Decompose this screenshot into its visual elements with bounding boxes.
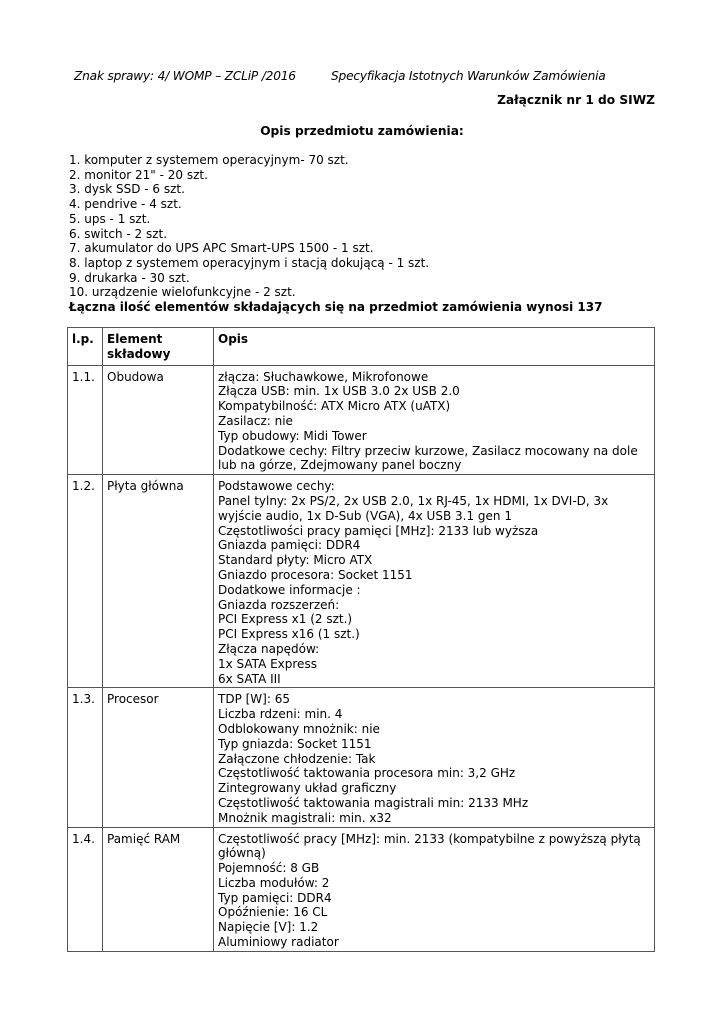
opis-line: Liczba rdzeni: min. 4 [218,707,343,722]
list-item: 1. komputer z systemem operacyjnym- 70 szt. [69,153,349,167]
opis-line: Pojemność: 8 GB [218,861,320,876]
list-item: 7. akumulator do UPS APC Smart-UPS 1500 - 1 szt. [69,241,374,256]
order-items-list [69,153,602,315]
opis-line: Panel tylny: 2x PS/2, 2x USB 2.0, 1x RJ-45, 1x HDMI, 1x DVI-D, 3x wyjście audio, 1x D-Sub (VGA), 4x USB 3.1 gen 1 [218,493,609,523]
opis-line: 1x SATA Express [218,656,317,671]
table-header-row [68,328,655,366]
row-lp: 1.3. [68,688,103,827]
document-title: Specyfikacja Istotnych Warunków Zamówienia [331,69,606,83]
opis-line: Standard płyty: Micro ATX [218,553,373,568]
list-item: 9. drukarka - 30 szt. [69,270,190,285]
list-item: 6. switch - 2 szt. [69,226,168,241]
row-opis [214,827,655,951]
row-opis [214,475,655,688]
opis-line: Napięcie [V]: 1.2 [218,920,319,935]
opis-line: Mnożnik magistrali: min. x32 [218,810,392,825]
opis-line: Dodatkowe cechy: Filtry przeciw kurzowe, Zasilacz mocowany na dole lub na górze, Zdejmowany panel boczny [218,443,638,473]
row-opis [214,688,655,827]
total-count: Łączna ilość elementów składających się na przedmiot zamówienia wynosi 137 [69,300,603,315]
row-element: Płyta główna [103,475,214,688]
opis-line: Złącza napędów: [218,641,320,656]
table-row [68,827,655,951]
list-item: 10. urządzenie wielofunkcyjne - 2 szt. [69,285,296,300]
opis-line: Podstawowe cechy: [218,479,335,494]
opis-line: Zasilacz: nie [218,413,293,428]
table-row [68,688,655,827]
opis-line: Kompatybilność: ATX Micro ATX (uATX) [218,399,451,414]
list-item: 8. laptop z systemem operacyjnym i stacją dokującą - 1 szt. [69,255,430,270]
opis-line: Liczba modułów: 2 [218,875,330,890]
opis-line: PCI Express x16 (1 szt.) [218,627,360,642]
row-lp: 1.4. [68,827,103,951]
specification-table [67,327,655,952]
row-element: Procesor [103,688,214,827]
opis-line: Typ obudowy: Midi Tower [218,428,367,443]
opis-line: Częstotliwość taktowania procesora min: 3,2 GHz [218,766,516,781]
list-item: 2. monitor 21" - 20 szt. [69,167,208,182]
opis-line: Gniazda pamięci: DDR4 [218,538,361,553]
opis-line: Typ pamięci: DDR4 [218,890,332,905]
opis-line: Aluminiowy radiator [218,935,339,950]
opis-line: Złącza USB: min. 1x USB 3.0 2x USB 2.0 [218,384,460,399]
row-lp: 1.2. [68,475,103,688]
header-element: Element składowy [103,328,214,366]
list-item: 5. ups - 1 szt. [69,211,151,226]
opis-line: Typ gniazda: Socket 1151 [218,736,372,751]
header-opis: Opis [214,328,655,366]
table-row [68,475,655,688]
header-lp: l.p. [68,328,103,366]
opis-line: Dodatkowe informacje : [218,582,361,597]
opis-line: Załączone chłodzenie: Tak [218,751,376,766]
opis-line: złącza: Słuchawkowe, Mikrofonowe [218,369,429,384]
opis-line: PCI Express x1 (2 szt.) [218,612,353,627]
row-element: Obudowa [103,365,214,475]
opis-line: TDP [W]: 65 [218,692,290,707]
row-element: Pamięć RAM [103,827,214,951]
section-title: Opis przedmiotu zamówienia: [260,124,464,138]
opis-line: Gniazda rozszerzeń: [218,597,340,612]
opis-line: Częstotliwości pracy pamięci [MHz]: 2133 lub wyższa [218,523,539,538]
row-lp: 1.1. [68,365,103,475]
row-opis [214,365,655,475]
opis-line: 6x SATA III [218,671,281,686]
case-reference: Znak sprawy: 4/ WOMP – ZCLiP /2016 [74,69,296,83]
opis-line: Częstotliwość taktowania magistrali min: 2133 MHz [218,795,529,810]
list-item: 4. pendrive - 4 szt. [69,197,182,212]
table-row [68,365,655,475]
opis-line: Częstotliwość pracy [MHz]: min. 2133 (kompatybilne z powyższą płytą główną) [218,831,641,861]
opis-line: Odblokowany mnożnik: nie [218,721,380,736]
annex-label: Załącznik nr 1 do SIWZ [497,93,655,107]
list-item: 3. dysk SSD - 6 szt. [69,182,185,197]
opis-line: Opóźnienie: 16 CL [218,905,328,920]
opis-line: Gniazdo procesora: Socket 1151 [218,567,413,582]
opis-line: Zintegrowany układ graficzny [218,781,397,796]
